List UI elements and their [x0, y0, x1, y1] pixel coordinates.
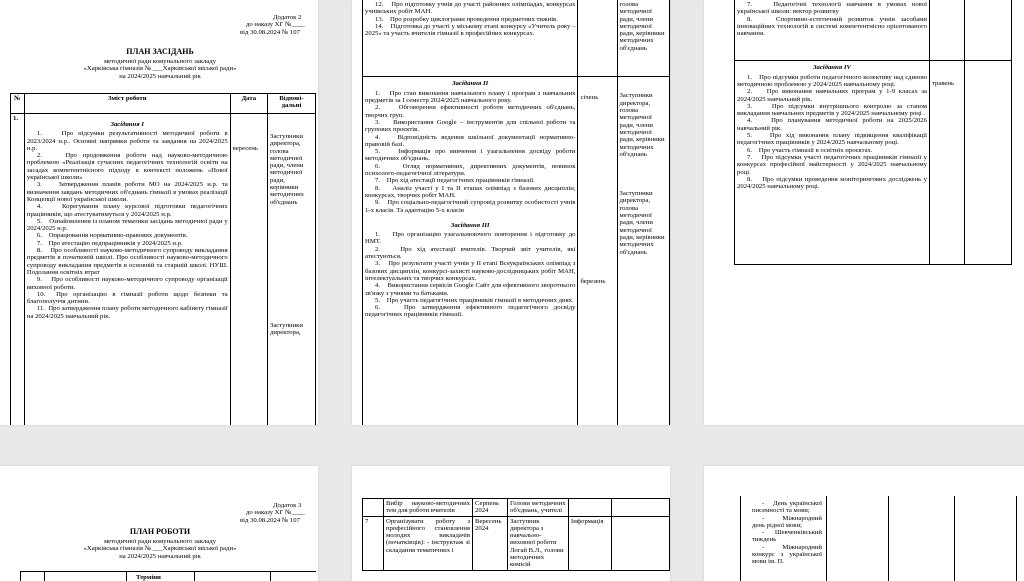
- section-title: Засідання ІІІ: [450, 221, 490, 229]
- agenda-item: 6. Про затвердження ефективного педагогічного досвіду педагогічних працівників гімназії.: [365, 304, 576, 319]
- events-list: [752, 500, 822, 566]
- table-header-row: [11, 94, 316, 114]
- agenda-list: [365, 1, 575, 37]
- agenda-item: 7. Педагогічні технології навчання в умовах нової української школи: вектор розвитку: [737, 1, 927, 16]
- agenda-item: 1. Про підсумки результативності методичної роботи в 2023/2024 н.р.. Основні напрямки роботи та завдання на 2024/2025 н.р.: [26, 130, 228, 152]
- agenda-item: 5. Про участь педагогічних працівників гімназії в методичних днях.: [375, 296, 574, 304]
- agenda-item: 7. Про хід атестації педагогічних працівників гімназії.: [375, 177, 535, 185]
- agenda-item: - Міжнародний день рідної мови;: [752, 514, 822, 529]
- col-date-header: Дата: [230, 94, 267, 114]
- agenda-item: - Шевченківський тиждень: [752, 529, 822, 544]
- row-responsible: Голови методичних об'єднань, учителі: [508, 499, 569, 517]
- addendum-block: [240, 502, 314, 524]
- agenda-item: 5. Про хід виконання плану підвищення кваліфікації педагогічних працівників у 2024/2025 навчальному році.: [737, 132, 927, 147]
- table-row: [363, 516, 670, 570]
- document-page-5: [352, 466, 670, 581]
- agenda-item: 6. Опрацювання нормативно-правових документів.: [36, 232, 188, 240]
- col-number-header: №: [11, 94, 25, 114]
- table-border: [888, 496, 889, 581]
- agenda-item: 8. Спортивно-естетичний розвиток учнів засобами інноваційних технологій в системі компетентнісно орієнтованого навчання.: [737, 15, 927, 38]
- responsible-value: Заступники директора, голова методичної ради, члени методичної ради, керівники методичних об'єднань: [269, 133, 305, 206]
- agenda-item: 7. Про підсумки участі педагогічних працівників гімназії у конкурсах професійної майстерності у 2024/2025 навчальному році.: [737, 153, 927, 176]
- agenda-item: 5. Інформація про вивчення і узагальнення досвіду роботи методичних об'єднань.: [365, 148, 576, 163]
- row-term: Вересень 2024: [473, 516, 508, 570]
- agenda-item: 4. Про планування методичної роботи на 2025/2026 навчальний рік.: [737, 117, 927, 132]
- row-note: [612, 516, 670, 570]
- section-title: Засідання ІV: [813, 64, 851, 72]
- agenda-item: 2. Обговорення ефективності роботи методичних об'єднань, творчих груп.: [365, 104, 576, 119]
- addendum-line: Додаток 2: [273, 14, 302, 21]
- row-responsible: [617, 77, 669, 425]
- row-date: [230, 114, 267, 426]
- document-page-1: [0, 0, 318, 425]
- table-row: [363, 499, 670, 517]
- agenda-item: 9. Про особливості науково-методичного супроводу організації виховної роботи.: [26, 276, 228, 291]
- row-activity: Вибір науково-методичних тем для роботи вчителів: [384, 499, 473, 517]
- agenda-item: 6. Про участь гімназії в освітніх проєктах.: [747, 146, 873, 154]
- agenda-item: 12. Про підготовку учнів до участі районних олімпіадах, конкурсах учнівських робіт МАН.: [365, 1, 576, 16]
- row-activity: Організувати роботу з професійного становлення молодих викладачів (початківців): - інструктаж зі складання тематичних і: [384, 516, 473, 570]
- row-content: [735, 61, 930, 265]
- col-responsible-header: Відпові-дальні: [267, 94, 315, 114]
- row-number: [363, 499, 384, 517]
- row-result: [569, 499, 612, 517]
- agenda-item: 3. Використання Google – інструментів для спільної роботи та групових проєктів.: [365, 118, 576, 134]
- row-number: 7: [363, 516, 384, 570]
- agenda-item: 8. Аналіз участі у І та ІІ етапах олімпіад з базових дисциплін, конкурсах, творчих робіт МАН.: [365, 184, 576, 199]
- subtitle-line: на 2024/2025 навчальний рік: [119, 552, 201, 560]
- table-row: [363, 0, 670, 77]
- agenda-list: [365, 231, 575, 319]
- addendum-line: від 30.08.2024 № 107: [240, 28, 300, 36]
- column-header-terms: Терміни: [136, 574, 161, 581]
- meetings-table-end: [734, 0, 1012, 265]
- responsible-value: Заступники директора,: [269, 321, 304, 337]
- row-responsible: [965, 61, 1012, 265]
- agenda-item: 2. Про виконання навчальних програм у 1-9 класах за 2024/2025 навчальний рік.: [737, 88, 927, 103]
- agenda-item: 14. Підготовка до участі у міському етапі конкурсу «Учитель року – 2025» та участь вчителів гімназії в професійних конкурсах.: [365, 22, 576, 38]
- row-number: 1.: [11, 114, 25, 426]
- date-value: березень: [580, 277, 606, 285]
- row-content: [363, 0, 578, 77]
- row-responsible: [965, 0, 1012, 61]
- addendum-line: до наказу ХГ №____: [246, 509, 305, 517]
- document-page-3: [704, 0, 1024, 425]
- table-border: [954, 496, 955, 581]
- document-page-2: [352, 0, 670, 425]
- section-title: Засідання І: [110, 121, 144, 128]
- table-border: [740, 496, 741, 581]
- row-date: [578, 0, 617, 77]
- row-note: [612, 499, 670, 517]
- row-responsible: голова методичної ради, члени методичної ради, керівники методичних об'єднань: [617, 0, 669, 77]
- agenda-list: [27, 130, 228, 320]
- agenda-item: 1. Про підсумки роботи педагогічного колективу над єдиною методичною проблемою у 2024/2025 навчальному році.: [737, 73, 927, 88]
- date-value: січень: [580, 94, 599, 102]
- table-row: [735, 61, 1012, 265]
- agenda-item: 3. Про підсумки внутрішнього контролю за станом викладання навчальних предметів у 2024/2025 навчальному році .: [737, 102, 927, 118]
- agenda-item: 2. Про продовження роботи над науково-методичною проблемою «Реалізація сучасних педагогічних технологій освіти на засадах компетентнісного підходу в контексті положень «Нової української школи»: [26, 152, 228, 182]
- responsible-value: Заступники директора, голова методичної ради, члени методичної ради, керівники методичних об'єднань: [619, 190, 665, 256]
- date-value: вересень: [232, 145, 258, 152]
- agenda-item: 9. Про соціально-педагогічний супровід розвитку особистості учнів 1-х класів. Та адаптацію 5-х класів: [365, 199, 576, 214]
- table-row: [363, 77, 670, 425]
- agenda-item: 1. Про стан виконання навчального плану і програм з навчальних предметів за І семестр 2024/2025 навчального року.: [365, 89, 576, 105]
- agenda-item: 8. Про особливості науково-методичного супроводу викладання предметів в початковій школі. Про особливості науково-методичного супроводу викладання предметів в основній та старшій школі. НУШ. Подолання освітніх втрат: [26, 247, 228, 276]
- agenda-item: 7. Про атестацію педпрацівників у 2024/2025 н.р.: [36, 239, 183, 247]
- addendum-line: від 30.08.2024 № 107: [240, 516, 300, 524]
- row-content: [24, 114, 230, 426]
- agenda-item: 6. Огляд нормативних, директивних документів, новинок психолого-педагогічної літератури.: [365, 162, 576, 178]
- row-content: [735, 0, 930, 61]
- table-border: [194, 571, 195, 581]
- row-date: [930, 61, 965, 265]
- subtitle-line: методичної ради комунального закладу: [103, 58, 217, 65]
- section-title: Засідання ІІ: [452, 80, 489, 88]
- col-content-header: Зміст роботи: [24, 94, 230, 114]
- row-responsible: [267, 114, 315, 426]
- row-date: [578, 77, 617, 425]
- table-border: [126, 571, 127, 581]
- agenda-item: - День української писемності та мови;: [752, 500, 822, 515]
- table-border: [270, 571, 271, 581]
- meetings-table-continued: [362, 0, 670, 425]
- agenda-item: 5. Ознайомлення із планом тематики засідань методичної ради у 2024/2025 н.р.: [26, 217, 228, 233]
- agenda-item: - Міжнародний конкурс з української мови ім. П.: [752, 543, 822, 566]
- agenda-item: 4. Відповідність ведення шкільної документації нормативно-правовій базі.: [365, 133, 576, 148]
- document-subtitle: [40, 58, 280, 80]
- responsible-value: Заступники директора, голова методичної ради, члени методичної ради, керівники методичних об'єднань: [619, 92, 665, 158]
- subtitle-line: «Харківська гімназія № ___Харківської міської ради»: [83, 545, 237, 553]
- agenda-list: [737, 1, 927, 37]
- table-border: [1016, 496, 1017, 581]
- agenda-item: 10. Про організацію в гімназії роботи щодо безпеки та благополуччя дитини.: [26, 290, 228, 306]
- work-plan-table: [362, 498, 670, 571]
- agenda-item: 3. Затвердження планів роботи МО на 2024/2025 н.р. та визначення завдань методичних об'єднань гімназії в умовах реалізації Концепції нової української школи.: [26, 181, 228, 203]
- agenda-item: 4. Використання сервісів Google Сайт для ефективного зворотнього зв'язку з учнями та батьками.: [365, 282, 576, 297]
- subtitle-line: «Харківська гімназія № ___Харківської міської ради»: [83, 65, 237, 73]
- subtitle-line: на 2024/2025 навчальний рік: [119, 72, 201, 80]
- document-subtitle: [40, 538, 280, 560]
- meetings-table: [10, 93, 316, 425]
- agenda-item: 4. Корегування плану курсової підготовки педагогічних працівників, що атестуватимуться у 2024/2025 н.р.: [26, 203, 228, 218]
- row-result: Інформація: [569, 516, 612, 570]
- agenda-list: [737, 74, 927, 191]
- subtitle-line: методичної ради комунального закладу: [103, 538, 217, 545]
- table-row: [11, 114, 316, 426]
- agenda-item: 13. Про розробку циклограми проведення предметних тижнів.: [375, 15, 558, 23]
- date-value: травень: [932, 80, 955, 88]
- row-responsible: Заступник директора з навчально-виховної роботи Логай В.Л., голови методичних комісій: [508, 516, 569, 570]
- addendum-line: до наказу ХГ №____: [246, 21, 305, 29]
- row-term: Серпень 2024: [473, 499, 508, 517]
- table-border: [44, 571, 45, 581]
- addendum-block: [240, 14, 314, 36]
- agenda-item: 8. Про підсумки проведення моніторингових досліджень у 2024/2025 навчальному році.: [737, 175, 927, 191]
- agenda-item: 1. Про організацію узагальнюючого повторення і підготовку до НМТ.: [365, 231, 576, 246]
- row-content: [363, 77, 578, 425]
- agenda-item: 2. Про хід атестації вчителів. Творчий звіт учителів, які атестуються.: [365, 245, 576, 261]
- table-border: [20, 571, 21, 581]
- agenda-list: [365, 90, 575, 214]
- table-top-border: [20, 571, 316, 572]
- addendum-line: Додаток 3: [273, 502, 302, 509]
- document-page-6: [704, 466, 1024, 581]
- table-row: [735, 0, 1012, 61]
- row-date: [930, 0, 965, 61]
- document-title: ПЛАН ЗАСІДАНЬ: [126, 47, 194, 56]
- agenda-item: 11. Про затвердження плану роботи методичного кабінету гімназії на 2024/2025 навчальний рік.: [26, 305, 228, 320]
- document-page-4: [0, 466, 318, 581]
- document-title: ПЛАН РОБОТИ: [129, 527, 191, 536]
- agenda-item: 3. Про результати участі учнів у ІІ етапі Всеукраїнських олімпіад з базових дисциплін, конкурсі-захисті науково-дослідницьких робіт МАН, інтелектуальних та творчих конкурсах.: [365, 260, 576, 282]
- table-border: [826, 496, 827, 581]
